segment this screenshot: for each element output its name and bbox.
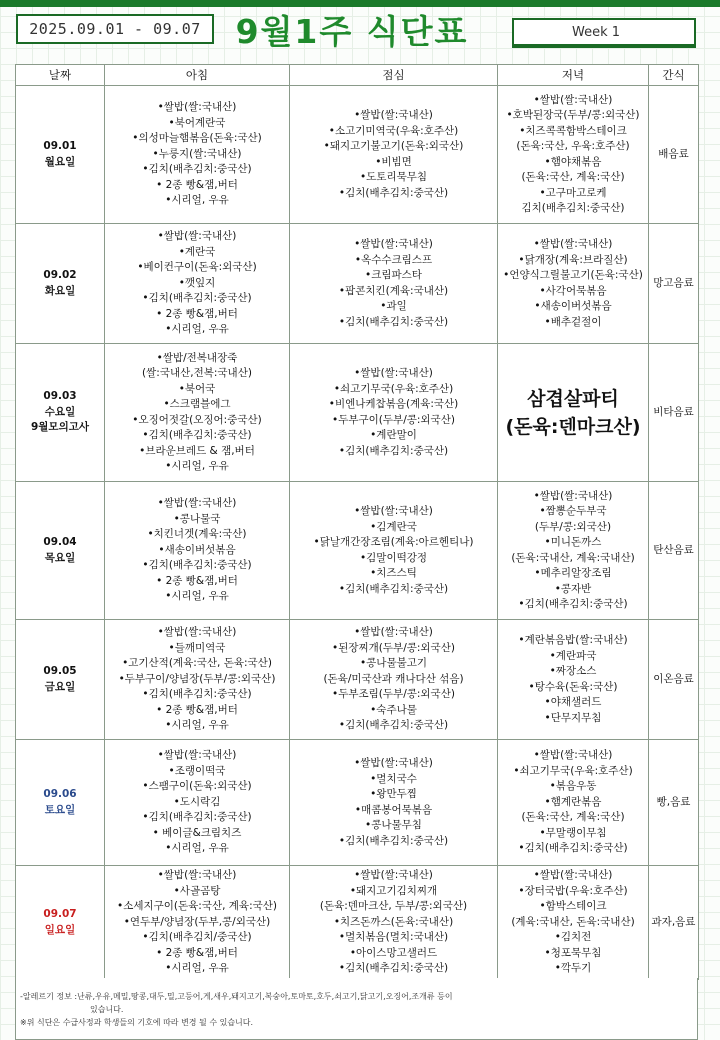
menu-item: • 베이글&크림치즈: [152, 826, 242, 839]
menu-item: (돈육:국내산, 계육:국내산): [511, 551, 635, 564]
dinner-cell: [498, 620, 649, 740]
allergy-info: -알레르기 정보 :난류,우유,메밀,땅콩,대두,밀,고등어,게,새우,돼지고기,복숭아,토마토,호두,쇠고기,닭고기,오징어,조개류 등이: [20, 992, 453, 1001]
menu-item: • 2종 빵&잼,버터: [156, 703, 238, 716]
menu-item: •쌀밥(쌀:국내산): [157, 497, 237, 510]
snack-cell: 빵,음료: [649, 740, 699, 866]
menu-item: •쌀밥(쌀:국내산): [354, 757, 433, 769]
column-header-date: 날짜: [16, 65, 105, 86]
dinner-cell: [498, 86, 649, 224]
menu-item: •단무지무침: [544, 711, 602, 724]
lunch-cell: [290, 86, 498, 224]
menu-item: •돼지고기김치찌개: [349, 884, 438, 897]
snack-cell: 비타음료: [649, 344, 699, 482]
menu-item: • 2종 빵&잼,버터: [156, 574, 238, 587]
date-range: 2025.09.01 - 09.07: [29, 20, 201, 38]
menu-item: •김치(배추김치:중국산): [142, 688, 252, 701]
menu-item: •쌀밥/전복내장죽: [156, 351, 238, 364]
menu-item: •김치(배추김치:중국산): [338, 719, 449, 732]
menu-item: •콩자반: [554, 582, 592, 595]
menu-item: •오징어젓갈(오징어:중국산): [132, 413, 262, 426]
menu-item: •햄야채볶음: [544, 155, 602, 168]
day-cell: [16, 86, 105, 224]
menu-item: •닭개장(계육:브라질산): [518, 253, 628, 266]
menu-item: •김치(배추김치:중국산): [142, 292, 252, 305]
menu-item: •김치(배추김치:중국산): [338, 582, 449, 595]
menu-item: •쇠고기무국(우육:호주산): [333, 382, 454, 395]
day-weekday: 토요일: [44, 803, 76, 816]
snack-cell: 과자,음료: [649, 866, 699, 980]
menu-item: •깍두기: [554, 962, 592, 975]
breakfast-cell: [105, 344, 290, 482]
snack-cell: 망고음료: [649, 224, 699, 344]
menu-item: •김치(배추김치:중국산): [142, 559, 252, 572]
snack-cell: 탄산음료: [649, 482, 699, 620]
menu-item: •김치(배추김치:중국산): [518, 598, 628, 610]
menu-item: •김치(배추김치:중국산): [338, 834, 449, 847]
menu-item: • 2종 빵&잼,버터: [156, 946, 238, 959]
day-weekday: 월요일: [44, 155, 76, 168]
column-header-breakfast: 아침: [105, 65, 290, 86]
menu-item: •계란말이: [370, 429, 417, 441]
menu-item: •누룽지(쌀:국내산): [152, 147, 242, 160]
menu-item: •청포묵무침: [544, 946, 602, 959]
menu-item: •짜장소스: [549, 665, 597, 677]
menu-item: •새송이버섯볶음: [534, 300, 612, 312]
menu-item: •쌀밥(쌀:국내산): [533, 749, 613, 762]
breakfast-cell: [105, 86, 290, 224]
menu-item: •팝콘치킨(계육:국내산): [338, 284, 449, 297]
menu-item: •쌀밥(쌀:국내산): [157, 869, 237, 882]
menu-item: •된장찌개(두부/콩:외국산): [332, 641, 455, 654]
column-header-snack: 간식: [649, 65, 699, 86]
menu-item: •계란파국: [549, 649, 597, 662]
menu-item: •메추리알장조림: [534, 567, 612, 579]
menu-item: •쌀밥(쌀:국내산): [354, 505, 433, 517]
menu-item: •북어계란국: [168, 116, 226, 129]
menu-table: [15, 64, 699, 980]
day-extra: 9월모의고사: [30, 421, 90, 434]
menu-item: (두부/콩:외국산): [534, 520, 612, 533]
menu-item: •시리얼, 우유: [165, 719, 229, 732]
menu-item: •돼지고기불고기(돈육:외국산): [323, 140, 464, 152]
day-date: 09.05: [43, 665, 77, 677]
menu-item: •김치(배추김치:중국산): [338, 315, 449, 328]
menu-item: •사골곰탕: [173, 884, 221, 897]
day-weekday: 수요일: [44, 405, 76, 418]
menu-item: •왕만두찜: [370, 788, 417, 800]
table-row: [16, 86, 699, 224]
lunch-cell: [290, 740, 498, 866]
table-row: [16, 224, 699, 344]
dinner-cell: [498, 740, 649, 866]
lunch-cell: [290, 620, 498, 740]
table-row: [16, 482, 699, 620]
menu-item: •고기산적(계육:국산, 돈육:국산): [122, 657, 272, 670]
menu-item: (돈육:국산, 우육:호주산): [516, 140, 630, 152]
menu-item: •소고기미역국(우육:호주산): [328, 124, 459, 137]
menu-item: •쌀밥(쌀:국내산): [354, 626, 433, 639]
menu-item: •치킨너겟(계육:국산): [147, 528, 247, 541]
lunch-cell: [290, 866, 498, 980]
day-date: 09.03: [43, 390, 77, 403]
menu-item: •시리얼, 우유: [165, 962, 229, 975]
menu-item: •김치전: [554, 931, 592, 944]
snack-cell: 배음료: [649, 86, 699, 224]
menu-item: •두부구이/양념장(두부/콩:외국산): [118, 672, 276, 685]
menu-item: •과일: [380, 300, 407, 312]
menu-item: •김계란국: [370, 520, 417, 533]
menu-item: •쌀밥(쌀:국내산): [354, 367, 433, 379]
menu-item: •쌀밥(쌀:국내산): [354, 109, 433, 121]
column-header-lunch: 점심: [290, 65, 498, 86]
menu-item: •쌀밥(쌀:국내산): [157, 230, 237, 243]
menu-item: •햄계란볶음: [544, 795, 602, 808]
dinner-cell: [498, 224, 649, 344]
menu-item: •김치(배추김치:중국산): [338, 186, 449, 199]
menu-item: (돈육/미국산과 캐나다산 섞음): [323, 672, 464, 685]
day-weekday: 금요일: [44, 680, 76, 693]
menu-item: •쌀밥(쌀:국내산): [157, 749, 237, 762]
menu-item: 김치(배추김치:중국산): [521, 202, 625, 214]
day-cell: [16, 482, 105, 620]
dinner-cell: [498, 344, 649, 482]
special-event-text: (돈육:덴마크산): [505, 415, 641, 438]
day-date: 09.04: [43, 536, 77, 548]
menu-item: •쌀밥(쌀:국내산): [157, 101, 237, 114]
table-header-row: [16, 65, 699, 86]
menu-item: •도시락김: [173, 795, 221, 808]
menu-item: •두부조림(두부/콩:외국산): [332, 688, 455, 701]
menu-item: •쌀밥(쌀:국내산): [533, 489, 613, 502]
breakfast-cell: [105, 740, 290, 866]
menu-item: •브라운브레드 & 잼,버터: [139, 444, 255, 457]
lunch-cell: [290, 224, 498, 344]
menu-item: •닭날개간장조림(계육:아르헨티나): [313, 536, 474, 548]
menu-item: • 2종 빵&잼,버터: [156, 307, 238, 320]
menu-item: •사각어묵볶음: [539, 284, 607, 297]
breakfast-cell: [105, 620, 290, 740]
menu-item: •쌀밥(쌀:국내산): [354, 869, 433, 882]
menu-item: •멸치국수: [370, 772, 417, 785]
table-row: [16, 866, 699, 980]
menu-item: •스크램블에그: [163, 398, 231, 410]
menu-item: •볶음우동: [549, 780, 597, 793]
allergy-info-cont: 있습니다.: [90, 1005, 124, 1014]
dinner-cell: [498, 482, 649, 620]
menu-item: •베이컨구이(돈육:외국산): [137, 261, 257, 274]
menu-item: •시리얼, 우유: [165, 194, 229, 207]
menu-item: •콩나물국: [173, 512, 221, 525]
page-title: 9월1주 식단표: [235, 12, 469, 51]
menu-item: •고구마고로케: [539, 186, 607, 199]
dinner-cell: [498, 866, 649, 980]
day-cell: [16, 740, 105, 866]
menu-item: •시리얼, 우유: [165, 590, 229, 603]
menu-item: •쌀밥(쌀:국내산): [533, 93, 613, 106]
menu-item: •시리얼, 우유: [165, 842, 229, 855]
menu-item: •콩나물무침: [365, 819, 422, 831]
menu-item: •함박스테이크: [539, 900, 607, 913]
menu-item: •의성마늘햄볶음(돈육:국산): [132, 132, 262, 145]
menu-item: •쌀밥(쌀:국내산): [157, 626, 237, 639]
day-date: 09.07: [43, 908, 77, 920]
menu-item: •김치(배추김치:중국산): [338, 444, 449, 457]
menu-item: • 2종 빵&잼,버터: [156, 178, 238, 191]
menu-item: •김치(배추김치:중국산): [142, 811, 252, 824]
menu-item: •들깨미역국: [168, 641, 226, 654]
menu-item: •무말랭이무침: [539, 826, 607, 839]
day-cell: [16, 620, 105, 740]
day-cell: [16, 866, 105, 980]
menu-item: •시리얼, 우유: [165, 460, 229, 472]
menu-item: •시리얼, 우유: [165, 323, 229, 336]
menu-item: •소세지구이(돈육:국산, 계육:국산): [117, 900, 277, 913]
menu-item: •치즈스틱: [370, 567, 417, 579]
menu-item: •도토리묵무침: [359, 171, 428, 183]
day-weekday: 일요일: [44, 923, 76, 936]
week-underline: [512, 46, 696, 48]
menu-item: •조랭이떡국: [168, 764, 226, 777]
menu-item: •콩나물불고기: [359, 657, 428, 670]
table-row: [16, 740, 699, 866]
menu-item: •북어국: [178, 382, 216, 395]
menu-item: •김치(배추김치:중국산): [142, 163, 252, 176]
menu-item: •숙주나물: [370, 703, 417, 716]
menu-item: •새송이버섯볶음: [158, 543, 236, 556]
menu-item: (돈육:국산, 계육:국산): [521, 171, 625, 183]
lunch-cell: [290, 344, 498, 482]
menu-item: •계란볶음밥(쌀:국내산): [518, 634, 628, 646]
breakfast-cell: [105, 482, 290, 620]
menu-item: •계란국: [178, 245, 216, 258]
menu-item: (돈육:국산, 계육:국산): [521, 811, 625, 824]
menu-item: •김치(배추김치:중국산): [518, 842, 628, 855]
day-weekday: 화요일: [44, 284, 76, 297]
change-notice: ※위 식단은 수급사정과 학생들의 기호에 따라 변경 될 수 있습니다.: [20, 1018, 254, 1027]
menu-item: •매콤봉어묵볶음: [354, 803, 433, 816]
menu-item: •김치(배추김치:중국산): [142, 429, 252, 441]
menu-item: •치즈콕콕함박스테이크: [519, 124, 627, 137]
day-date: 09.06: [43, 788, 77, 800]
special-event-text: 삼겹살파티: [527, 387, 619, 410]
snack-cell: 이온음료: [649, 620, 699, 740]
day-date: 09.01: [43, 140, 77, 152]
menu-item: •옥수수크림스프: [354, 253, 433, 266]
breakfast-cell: [105, 224, 290, 344]
day-date: 09.02: [43, 269, 77, 281]
menu-item: •탕수육(돈육:국산): [528, 680, 618, 693]
menu-item: •스팸구이(돈육:외국산): [142, 780, 252, 793]
menu-item: •김치(배추김치:중국산): [338, 962, 449, 975]
column-header-dinner: 저녁: [498, 65, 649, 86]
footer-notes: [15, 978, 698, 1040]
menu-item: •장터국밥(우육:호주산): [518, 884, 628, 897]
lunch-cell: [290, 482, 498, 620]
menu-item: •비엔나케찹볶음(계육:국산): [328, 398, 459, 410]
table-row: [16, 344, 699, 482]
menu-item: •크림파스타: [365, 269, 422, 281]
menu-item: •쇠고기무국(우육:호주산): [513, 764, 633, 777]
day-cell: [16, 224, 105, 344]
menu-item: •미니돈까스: [544, 536, 602, 548]
menu-item: •치즈돈까스(돈육:국내산): [333, 915, 454, 928]
menu-item: •쌀밥(쌀:국내산): [354, 238, 433, 250]
menu-item: •깻잎지: [178, 276, 216, 289]
day-cell: [16, 344, 105, 482]
week-label: Week 1: [572, 24, 621, 40]
menu-item: •김치(배추김치/중국산): [142, 931, 252, 944]
menu-item: •야채샐러드: [544, 696, 602, 708]
menu-item: •두부구이(두부/콩:외국산): [332, 413, 455, 426]
breakfast-cell: [105, 866, 290, 980]
date-range-box: [16, 14, 214, 44]
menu-item: •쌀밥(쌀:국내산): [533, 869, 613, 882]
menu-item: •연두부/양념장(두부,콩/외국산): [123, 915, 271, 928]
menu-item: •비빔면: [375, 155, 412, 168]
menu-item: •배추겉절이: [544, 315, 602, 328]
menu-item: •쌀밥(쌀:국내산): [533, 238, 613, 250]
day-weekday: 목요일: [44, 551, 76, 564]
menu-item: •짬뽕순두부국: [539, 505, 607, 517]
table-row: [16, 620, 699, 740]
menu-item: •언양식그릴불고기(돈육:국산): [503, 269, 643, 281]
menu-item: •멸치볶음(멸치:국내산): [338, 931, 449, 944]
week-label-box: [512, 18, 696, 46]
menu-item: (쌀:국내산,전복:국내산): [142, 367, 252, 379]
menu-item: (계육:국내산, 돈육:국내산): [511, 915, 635, 928]
menu-item: •김말이떡강정: [359, 551, 428, 564]
menu-item: •호박된장국(두부/콩:외국산): [506, 109, 640, 121]
menu-item: •아이스망고샐러드: [349, 946, 438, 959]
menu-item: (돈육:덴마크산, 두부/콩:외국산): [319, 900, 468, 913]
